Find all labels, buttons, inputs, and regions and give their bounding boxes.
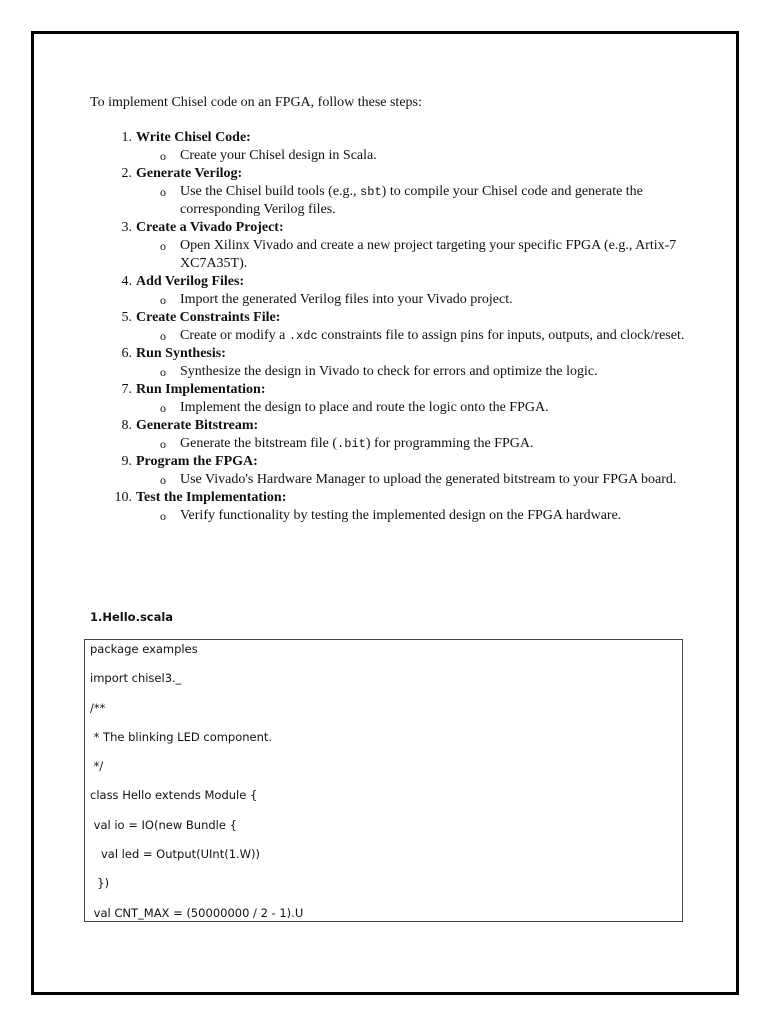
- step-number: 2.: [121, 166, 132, 181]
- code-line: /**: [90, 700, 106, 715]
- circle-bullet-icon: o: [160, 149, 166, 163]
- circle-bullet-icon: o: [160, 401, 166, 415]
- code-line: package examples: [90, 642, 198, 656]
- step-item: [90, 381, 690, 417]
- step-detail: [136, 147, 690, 165]
- code-line: import chisel3._: [90, 671, 182, 686]
- detail-text: Synthesize the design in Vivado to check for errors and optimize the logic.: [180, 364, 598, 379]
- step-number: 4.: [121, 274, 132, 289]
- step-number: 9.: [121, 454, 132, 469]
- circle-bullet-icon: o: [160, 239, 166, 253]
- code-line: * The blinking LED component.: [90, 729, 273, 744]
- step-detail: [136, 291, 690, 309]
- step-item: [90, 417, 690, 453]
- code-block: [84, 639, 683, 922]
- circle-bullet-icon: o: [160, 329, 166, 343]
- step-detail: [136, 237, 690, 273]
- step-title: Write Chisel Code:: [136, 130, 251, 145]
- step-title: Create Constraints File:: [136, 310, 281, 325]
- detail-text: Create your Chisel design in Scala.: [180, 148, 377, 163]
- code-line: }): [90, 876, 110, 891]
- detail-text: Open Xilinx Vivado and create a new project targeting your specific FPGA (e.g., Artix-7 XC7A35T).: [180, 238, 677, 271]
- detail-text: Import the generated Verilog files into your Vivado project.: [180, 292, 513, 307]
- code-line: val led = Output(UInt(1.W)): [90, 847, 261, 862]
- circle-bullet-icon: o: [160, 473, 166, 487]
- step-title: Test the Implementation:: [136, 490, 287, 505]
- intro-paragraph: To implement Chisel code on an FPGA, follow these steps:: [90, 95, 422, 110]
- step-detail: [136, 363, 690, 381]
- step-title: Generate Verilog:: [136, 166, 243, 181]
- steps-list: [90, 129, 690, 525]
- step-item: [90, 489, 690, 525]
- code-lines: [85, 640, 682, 922]
- step-detail: [136, 327, 690, 345]
- step-item: [90, 129, 690, 165]
- inline-code: sbt: [360, 185, 382, 199]
- step-number: 5.: [121, 310, 132, 325]
- step-item: [90, 453, 690, 489]
- circle-bullet-icon: o: [160, 293, 166, 307]
- step-title: Run Synthesis:: [136, 346, 226, 361]
- inline-code: .bit: [337, 437, 366, 451]
- step-detail: [136, 183, 690, 219]
- step-title: Create a Vivado Project:: [136, 220, 284, 235]
- detail-text: Create or modify a: [180, 328, 289, 343]
- circle-bullet-icon: o: [160, 509, 166, 523]
- step-title: Run Implementation:: [136, 382, 266, 397]
- step-detail: [136, 471, 690, 489]
- code-line: */: [90, 759, 104, 774]
- step-title: Generate Bitstream:: [136, 418, 259, 433]
- detail-text: Generate the bitstream file (: [180, 436, 338, 451]
- step-item: [90, 345, 690, 381]
- step-number: 8.: [121, 418, 132, 433]
- detail-text: constraints file to assign pins for inputs, outputs, and clock/reset.: [317, 328, 685, 343]
- step-number: 1.: [121, 130, 132, 145]
- step-item: [90, 165, 690, 219]
- detail-text: Verify functionality by testing the implemented design on the FPGA hardware.: [180, 508, 622, 523]
- inline-code: .xdc: [288, 329, 318, 343]
- code-file-heading: 1.Hello.scala: [90, 610, 174, 624]
- detail-text: ) for programming the FPGA.: [365, 436, 534, 451]
- code-line: val CNT_MAX = (50000000 / 2 - 1).U: [90, 905, 304, 920]
- circle-bullet-icon: o: [160, 437, 166, 451]
- step-detail: [136, 399, 690, 417]
- step-title: Add Verilog Files:: [136, 274, 245, 289]
- step-number: 3.: [121, 220, 132, 235]
- circle-bullet-icon: o: [160, 365, 166, 379]
- step-item: [90, 273, 690, 309]
- step-detail: [136, 507, 690, 525]
- step-detail: [136, 435, 690, 453]
- step-title: Program the FPGA:: [136, 454, 258, 469]
- step-number: 7.: [121, 382, 132, 397]
- detail-text: Use Vivado's Hardware Manager to upload the generated bitstream to your FPGA board.: [180, 472, 677, 487]
- code-line: class Hello extends Module {: [90, 788, 258, 803]
- detail-text: Use the Chisel build tools (e.g.,: [180, 184, 361, 199]
- step-item: [90, 219, 690, 273]
- detail-text: Implement the design to place and route the logic onto the FPGA.: [180, 400, 549, 415]
- step-item: [90, 309, 690, 345]
- code-line: val io = IO(new Bundle {: [90, 817, 237, 832]
- detail-text: ) to compile your Chisel code and generate the corresponding Verilog files.: [180, 184, 643, 217]
- circle-bullet-icon: o: [160, 185, 166, 199]
- step-number: 6.: [121, 346, 132, 361]
- step-number: 10.: [114, 490, 132, 505]
